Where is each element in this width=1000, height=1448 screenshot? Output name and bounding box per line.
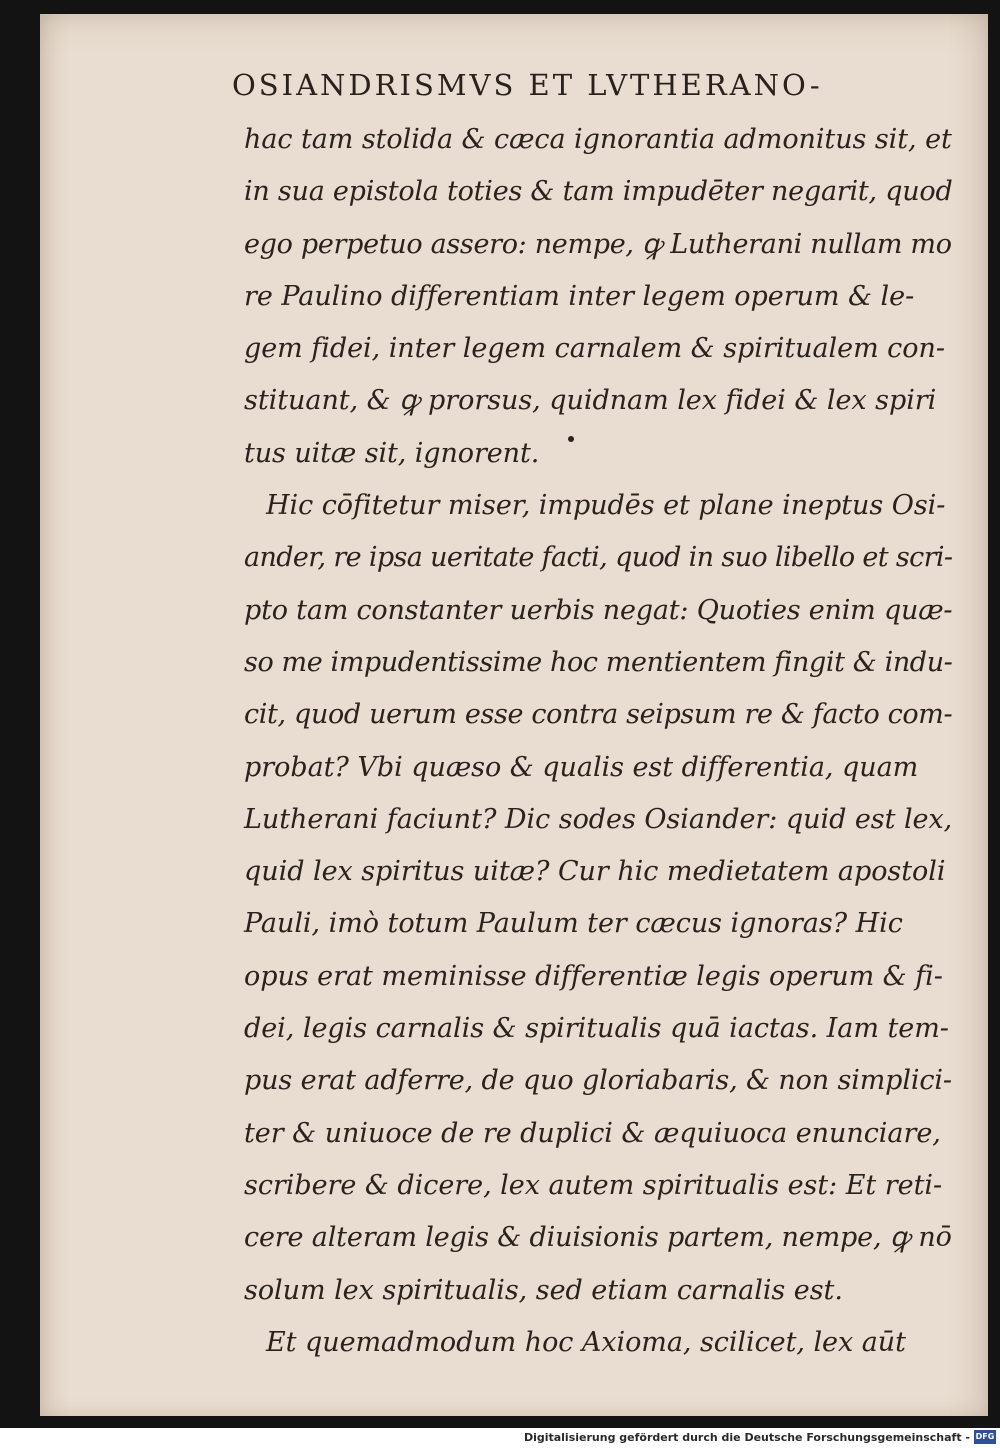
text-line: stituant, & ꝙ prorsus, quidnam lex fidei & lex spiri	[244, 385, 937, 417]
text-line: opus erat meminisse differentiæ legis operum & fi-	[244, 960, 943, 992]
text-line: solum lex spiritualis, sed etiam carnalis est.	[244, 1274, 843, 1306]
text-line: quid lex spiritus uitæ? Cur hic medietatem apostoli	[244, 856, 946, 888]
text-line: ego perpetuo assero: nempe, ꝙ Lutherani nullam mo	[244, 228, 952, 260]
text-line: scribere & dicere, lex autem spiritualis est: Et reti-	[244, 1169, 943, 1201]
ink-spot	[568, 436, 574, 442]
text-line: Lutherani faciunt? Dic sodes Osiander: quid est lex,	[244, 803, 953, 835]
text-line: dei, legis carnalis & spiritualis quā iactas. Iam tem-	[244, 1013, 949, 1045]
text-line: tus uitæ sit, ignorent.	[244, 437, 540, 469]
text-line: ter & uniuoce de re duplici & æquiuoca enunciare,	[244, 1117, 941, 1149]
paragraph-start-line: Et quemadmodum hoc Axioma, scilicet, lex aūt	[266, 1326, 906, 1358]
dfg-logo: DFG	[974, 1430, 996, 1444]
text-line: so me impudentissime hoc mentientem fingit & indu-	[244, 646, 953, 678]
paragraph-start-line: Hic cōfitetur miser, impudēs et plane ineptus Osi-	[266, 490, 946, 522]
funding-credit: Digitalisierung gefördert durch die Deutsche Forschungsgemeinschaft -	[523, 1431, 970, 1444]
text-line: cit, quod uerum esse contra seipsum re & facto com-	[244, 699, 953, 731]
text-line: gem fidei, inter legem carnalem & spiritualem con-	[244, 333, 945, 365]
text-line: pus erat adferre, de quo gloriabaris, & non simplici-	[244, 1065, 952, 1097]
text-line: cere alteram legis & diuisionis partem, nempe, ꝙ nō	[244, 1222, 952, 1254]
text-line: pto tam constanter uerbis negat: Quoties enim quæ-	[244, 594, 953, 626]
running-head: OSIANDRISMVS ET LVTHERANO-	[232, 68, 823, 102]
text-line: Pauli, imò totum Paulum ter cæcus ignoras? Hic	[244, 908, 903, 940]
text-line: re Paulino differentiam inter legem operum & le-	[244, 280, 915, 312]
text-line: ander, re ipsa ueritate facti, quod in suo libello et scri-	[244, 542, 953, 574]
text-line: probat? Vbi quæso & qualis est differentia, quam	[244, 751, 919, 783]
text-line: hac tam stolida & cæca ignorantia admonitus sit, et	[244, 124, 952, 155]
text-block	[244, 114, 954, 1369]
text-line: in sua epistola toties & tam impudēter negarit, quod	[244, 176, 953, 208]
